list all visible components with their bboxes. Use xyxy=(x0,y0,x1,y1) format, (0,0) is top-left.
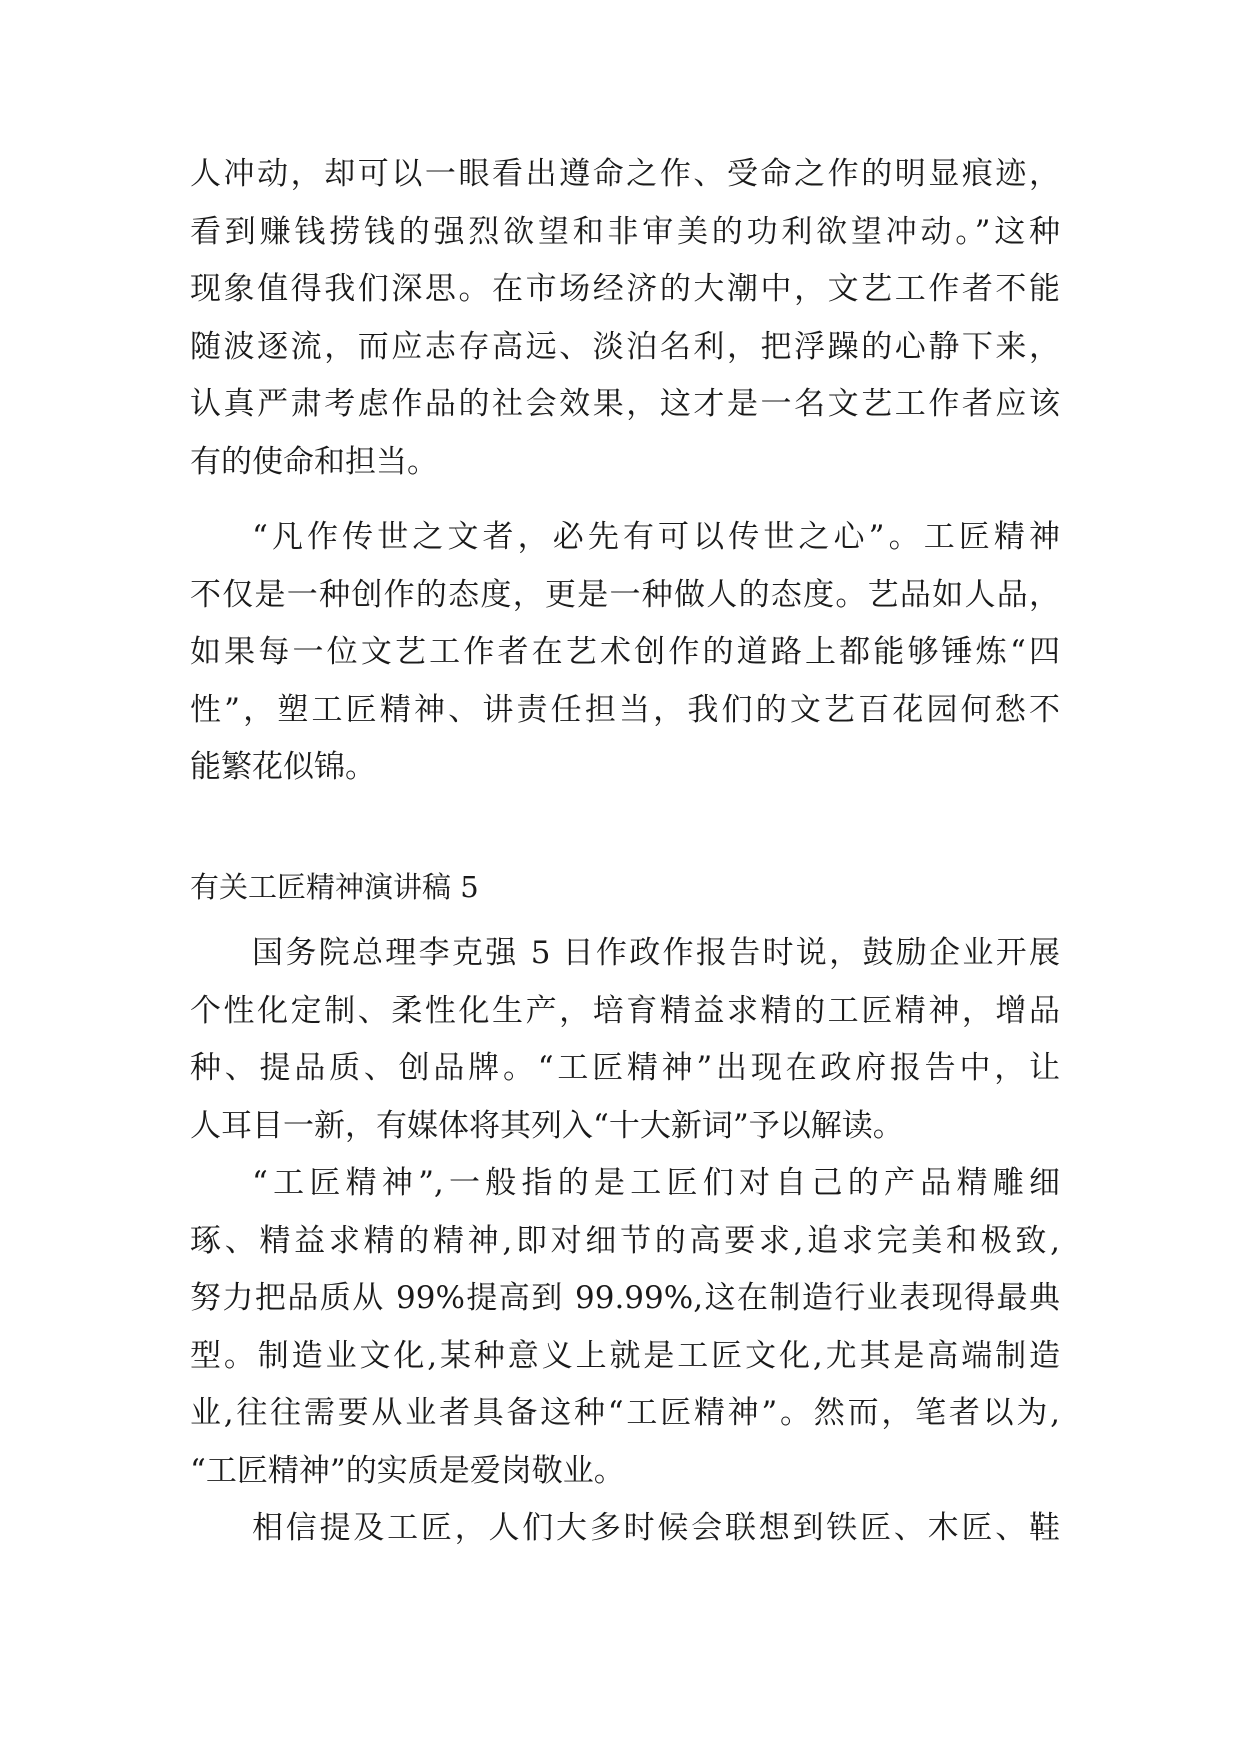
paragraph-line: 琢、精益求精的精神,即对细节的高要求,追求完美和极致, xyxy=(190,1222,1060,1259)
paragraph-line: 人耳目一新，有媒体将其列入“十大新词”予以解读。 xyxy=(190,1107,904,1144)
paragraph-line: 人冲动，却可以一眼看出遵命之作、受命之作的明显痕迹， xyxy=(190,156,1060,192)
paragraph-line: 努力把品质从 99%提高到 99.99%,这在制造行业表现得最典 xyxy=(190,1280,1060,1316)
paragraph-line: 个性化定制、柔性化生产，培育精益求精的工匠精神，增品 xyxy=(190,992,1060,1029)
paragraph-line: 认真严肃考虑作品的社会效果，这才是一名文艺工作者应该 xyxy=(190,386,1060,422)
paragraph-line: 不仅是一种创作的态度，更是一种做人的态度。艺品如人品， xyxy=(190,576,1060,613)
paragraph-line: 能繁花似锦。 xyxy=(190,749,376,785)
paragraph-line: 看到赚钱捞钱的强烈欲望和非审美的功利欲望冲动。”这种 xyxy=(190,213,1060,250)
paragraph-line: 有的使命和担当。 xyxy=(190,443,438,480)
paragraph-line: 相信提及工匠，人们大多时候会联想到铁匠、木匠、鞋 xyxy=(252,1510,1060,1546)
section-heading: 有关工匠精神演讲稿 5 xyxy=(190,870,479,904)
paragraph-line: 如果每一位文艺工作者在艺术创作的道路上都能够锤炼“四 xyxy=(190,634,1060,670)
paragraph-line: “工匠精神”,一般指的是工匠们对自己的产品精雕细 xyxy=(252,1165,1060,1201)
paragraph-line: “凡作传世之文者，必先有可以传世之心”。工匠精神 xyxy=(252,519,1060,555)
paragraph-line: 现象值得我们深思。在市场经济的大潮中，文艺工作者不能 xyxy=(190,271,1060,307)
paragraph-line: 型。制造业文化,某种意义上就是工匠文化,尤其是高端制造 xyxy=(190,1337,1060,1374)
paragraph-line: 随波逐流，而应志存高远、淡泊名利，把浮躁的心静下来， xyxy=(190,328,1060,365)
paragraph-line: 性”，塑工匠精神、讲责任担当，我们的文艺百花园何愁不 xyxy=(190,691,1060,728)
paragraph-line: 国务院总理李克强 5 日作政作报告时说，鼓励企业开展 xyxy=(252,935,1060,971)
paragraph-1 xyxy=(190,146,1060,491)
paragraph-line: 种、提品质、创品牌。“工匠精神”出现在政府报告中，让 xyxy=(190,1050,1060,1086)
paragraph-4 xyxy=(190,1155,1060,1500)
paragraph-line: 业,往往需要从业者具备这种“工匠精神”。然而，笔者以为, xyxy=(190,1395,1060,1431)
paragraph-line: “工匠精神”的实质是爱岗敬业。 xyxy=(190,1452,625,1489)
paragraph-2 xyxy=(190,509,1060,797)
paragraph-3 xyxy=(190,925,1060,1155)
paragraph-5 xyxy=(190,1500,1060,1558)
